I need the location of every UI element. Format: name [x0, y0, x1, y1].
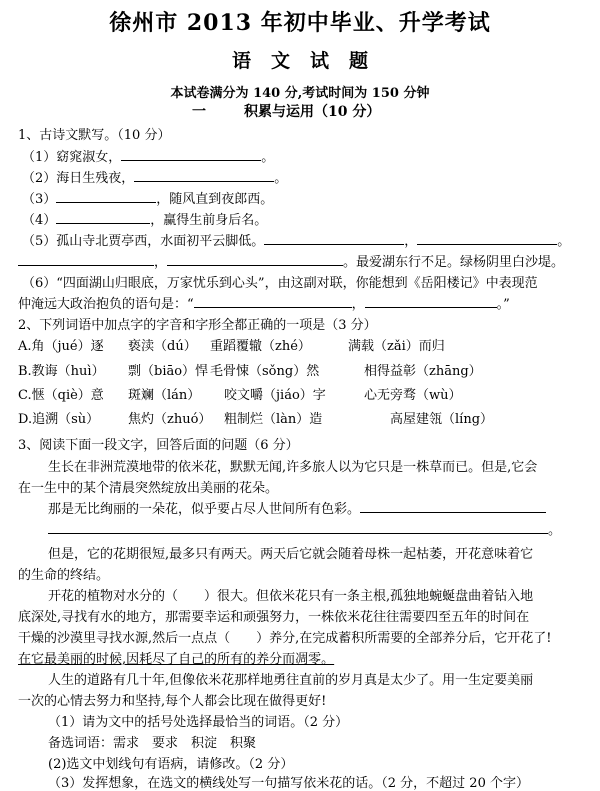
passage-line: 人生的道路有几十年,但像依米花那样地勇往直前的岁月真是太少了。用一生定要美丽 [48, 673, 534, 688]
q1-stem: 1、古诗文默写。（10 分） [18, 128, 171, 143]
option-word: 毛骨悚（sǒng）然 [210, 364, 320, 379]
option-word: C.惬（qiè）意 [18, 388, 104, 403]
answer-blank[interactable] [134, 169, 274, 182]
q1-text: 。最爱湖东行不足。绿杨阴里白沙堤。 [343, 255, 565, 270]
q1-text: ， [154, 255, 168, 270]
answer-blank[interactable] [18, 253, 154, 266]
answer-blank[interactable] [48, 521, 548, 534]
option-word: B.教诲（huì） [18, 364, 105, 379]
q1-line-6b [18, 293, 510, 312]
q1-line-6: （6）“四面湖山归眼底，万家忧乐到心头”，由这副对联，你能想到《岳阳楼记》中表现范 [22, 276, 538, 291]
answer-blank[interactable] [194, 295, 352, 308]
passage-line: 的生命的终结。 [18, 568, 110, 583]
q1-text: （5）孤山寺北贾亭西，水面初平云脚低。 [22, 234, 265, 249]
option-word: A.角（jué）逐 [18, 339, 104, 354]
candidate-words: 备选词语：需求 要求 积淀 积聚 [48, 736, 257, 751]
exam-title: 徐州市 2013 年初中毕业、升学考试 [109, 10, 491, 36]
q1-text: 仲淹远大政治抱负的语句是：“ [18, 297, 194, 312]
q1-text: 。 [557, 234, 571, 249]
q1-line-3 [22, 188, 273, 207]
passage-line: 开花的植物对水分的（ ）很大。但依米花只有一条主根,孤独地蜿蜒盘曲着钻入地 [48, 589, 534, 604]
option-word: 粗制烂（làn）造 [224, 412, 323, 427]
option-word: 咬文嚼（jiáo）字 [224, 388, 326, 403]
answer-blank[interactable] [264, 232, 404, 245]
passage-line: 在一生中的某个清晨突然绽放出美丽的花朵。 [18, 481, 279, 496]
q1-text: 。 [261, 150, 275, 165]
q1-text: ， [404, 234, 418, 249]
passage-line: 但是，它的花期很短,最多只有两天。两天后它就会随着母株一起枯萎，开花意味着它 [48, 547, 534, 562]
option-word: 亵渎（dú） [128, 339, 197, 354]
q1-text: 。” [496, 297, 510, 312]
q1-text: ，赢得生前身后名。 [150, 213, 268, 228]
q1-text: （3） [22, 192, 57, 207]
option-word: 满载（zǎi）而归 [348, 339, 445, 354]
answer-blank[interactable] [121, 148, 261, 161]
q1-line-1 [22, 146, 274, 165]
option-word: 相得益彰（zhāng） [364, 364, 482, 379]
option-word: 焦灼（zhuó） [128, 412, 212, 427]
section-title: 积累与运用（10 分） [244, 104, 381, 120]
answer-blank[interactable] [365, 295, 497, 308]
option-word: 心无旁骛（wù） [364, 388, 462, 403]
answer-blank[interactable] [56, 190, 156, 203]
q3-stem: 3、阅读下面一段文字，回答后面的问题（6 分） [18, 438, 299, 453]
q1-text: ， [351, 297, 365, 312]
option-word: D.追溯（sù） [18, 412, 100, 427]
answer-blank[interactable] [360, 500, 546, 513]
answer-blank[interactable] [56, 211, 150, 224]
section-number: 一 [192, 104, 206, 120]
q1-line-4 [22, 209, 267, 228]
passage-line [48, 519, 561, 538]
option-word: 高屋建瓴（líng） [390, 412, 494, 427]
q1-text: （1）窈窕淑女， [22, 150, 122, 165]
passage-text: 那是无比绚丽的一朵花，似乎要占尽人世间所有色彩。 [48, 502, 361, 517]
passage-text: 。 [548, 523, 562, 538]
sub-question-2: (2)选文中划线句有语病，请修改。（2 分） [48, 757, 294, 772]
option-word: 剽（biāo）悍 [128, 364, 209, 379]
underlined-sentence: 在它最美丽的时候,因耗尽了自己的所有的养分而凋零。 [18, 652, 335, 667]
q1-line-5b [18, 251, 564, 270]
passage-line: 生长在非洲荒漠地带的依米花，默默无闻,许多旅人以为它只是一株草而已。但是,它会 [48, 460, 538, 475]
option-word: 斑斓（lán） [128, 388, 201, 403]
passage-line [48, 498, 546, 517]
sub-question-3: （3）发挥想象，在选文的横线处写一句描写依米花的话。（2 分，不超过 20 个字） [48, 776, 529, 791]
sub-question-1: （1）请为文中的括号处选择最恰当的词语。（2 分） [48, 715, 349, 730]
q1-text: （4） [22, 213, 57, 228]
q1-text: （2）海日生残夜， [22, 171, 135, 186]
option-word: 重蹈覆辙（zhé） [210, 339, 311, 354]
passage-line: 干燥的沙漠里寻找水源,然后一点点（ ）养分,在完成蓄积所需要的全部养分后，它开花了! [18, 631, 552, 646]
q1-line-2 [22, 167, 287, 186]
passage-line: 一次的心情去努力和坚持,每个人都会比现在做得更好! [18, 694, 327, 709]
q1-text: ，随风直到夜郎西。 [156, 192, 274, 207]
passage-line: 底深处,寻找有水的地方，那需要幸运和顽强努力，一株依米花往往需要四至五年的时间在 [18, 610, 530, 625]
answer-blank[interactable] [417, 232, 557, 245]
answer-blank[interactable] [167, 253, 343, 266]
q1-line-5 [22, 230, 570, 249]
q2-stem: 2、下列词语中加点字的字音和字形全都正确的一项是（3 分） [18, 318, 377, 333]
q1-text: 。 [274, 171, 288, 186]
exam-subtitle: 语文试题 [231, 50, 388, 72]
exam-note: 本试卷满分为 140 分,考试时间为 150 分钟 [170, 86, 430, 101]
